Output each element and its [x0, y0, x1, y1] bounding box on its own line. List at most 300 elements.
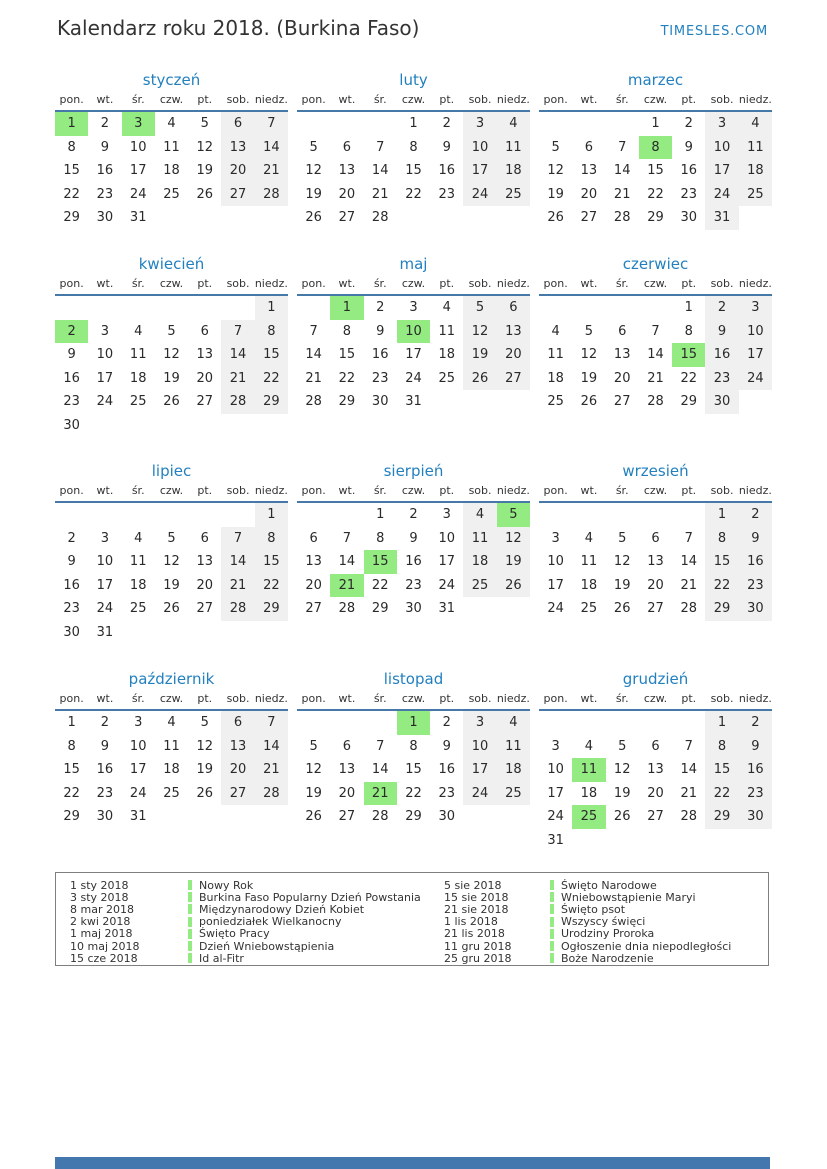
empty-cell [572, 112, 605, 136]
legend-item [430, 928, 760, 940]
day-cell: 16 [680, 163, 698, 178]
day-cell: 20 [497, 343, 530, 367]
weekday-header [539, 276, 772, 296]
day-cell: 19 [613, 577, 631, 593]
day-cell: 11 [547, 347, 564, 362]
day-cell: 22 [255, 367, 288, 391]
day-cell: 11 [129, 554, 147, 569]
day-cell: 27 [580, 210, 598, 225]
empty-cell [155, 503, 188, 527]
day-cell: 22 [63, 785, 80, 801]
day-cell: 20 [647, 785, 664, 801]
empty-cell [497, 805, 530, 829]
empty-cell [330, 503, 363, 527]
day-cell: 4 [134, 323, 143, 339]
empty-cell [122, 414, 155, 438]
legend-item [430, 916, 760, 928]
legend-column [430, 879, 760, 965]
day-cell: 29 [338, 394, 356, 409]
empty-cell [606, 503, 639, 527]
weekday-label: śr. [131, 692, 145, 705]
weekday-label: pon. [543, 277, 568, 290]
day-cell: 3 [122, 112, 155, 136]
empty-cell [122, 503, 155, 527]
week-row [297, 390, 530, 414]
day-cell: 23 [405, 577, 422, 593]
weekday-label: pt. [197, 277, 213, 290]
weekday-label: śr. [615, 692, 629, 705]
day-cell: 1 [684, 300, 693, 315]
day-cell: 8 [67, 738, 76, 754]
day-cell: 5 [497, 503, 530, 527]
day-cell: 12 [163, 347, 180, 362]
weekday-label: sob. [226, 692, 250, 705]
day-cell: 1 [330, 296, 363, 320]
day-cell: 23 [438, 785, 456, 801]
week-row [539, 159, 772, 183]
day-cell: 4 [167, 116, 176, 131]
holiday-tick-icon [188, 917, 192, 927]
empty-cell [497, 597, 530, 621]
day-cell: 26 [196, 186, 214, 202]
weekday-header [55, 276, 288, 296]
day-cell: 4 [167, 715, 176, 730]
holiday-tick-icon [550, 953, 554, 963]
day-cell: 25 [463, 574, 496, 598]
week-row [55, 159, 288, 183]
day-cell: 15 [255, 343, 288, 367]
weekday-label: sob. [710, 93, 734, 106]
empty-cell [639, 829, 672, 853]
empty-cell [364, 711, 397, 735]
empty-cell [55, 503, 88, 527]
day-cell: 8 [705, 527, 738, 551]
day-cell: 18 [547, 370, 564, 386]
day-cell: 6 [651, 530, 660, 546]
week-row [297, 367, 530, 391]
week-row [297, 805, 530, 829]
day-cell: 25 [129, 601, 147, 616]
empty-cell [572, 296, 605, 320]
weekday-label: niedz. [496, 277, 530, 290]
weekday-label: pt. [681, 93, 697, 106]
day-cell: 6 [618, 323, 627, 339]
day-cell: 14 [371, 163, 389, 178]
empty-cell [639, 296, 672, 320]
empty-cell [739, 390, 772, 414]
holiday-tick-icon [550, 917, 554, 927]
day-cell: 26 [613, 809, 631, 824]
day-cell: 7 [342, 530, 352, 546]
holiday-tick-icon [188, 953, 192, 963]
legend-item [430, 879, 760, 891]
day-cell: 13 [305, 554, 322, 569]
day-cell: 23 [96, 785, 114, 801]
weekday-header [55, 92, 288, 112]
legend-date: 1 maj 2018 [70, 927, 133, 941]
day-cell: 14 [613, 163, 631, 178]
day-cell: 25 [438, 370, 456, 386]
empty-cell [397, 206, 430, 230]
weekday-label: wt. [580, 692, 598, 705]
day-cell: 1 [255, 503, 288, 527]
day-cell: 11 [463, 527, 496, 551]
week-row [55, 320, 288, 344]
day-cell: 22 [405, 186, 422, 202]
legend-item [430, 891, 760, 903]
day-cell: 26 [196, 785, 214, 801]
weekday-label: wt. [96, 692, 114, 705]
empty-cell [739, 829, 772, 853]
day-cell: 2 [409, 507, 418, 522]
day-cell: 14 [221, 550, 254, 574]
week-row [297, 206, 530, 230]
weekday-label: czw. [159, 277, 184, 290]
day-cell: 7 [309, 323, 318, 339]
day-cell: 7 [618, 139, 627, 155]
holiday-tick-icon [550, 929, 554, 939]
day-cell: 2 [739, 711, 772, 735]
day-cell: 1 [409, 116, 418, 131]
month-listopad [297, 667, 530, 829]
day-cell: 17 [96, 370, 114, 386]
day-cell: 1 [705, 711, 738, 735]
weekday-label: czw. [401, 93, 426, 106]
empty-cell [572, 503, 605, 527]
day-cell: 26 [547, 210, 564, 225]
day-cell: 9 [705, 320, 738, 344]
weekday-label: czw. [159, 93, 184, 106]
day-cell: 20 [613, 370, 631, 386]
empty-cell [122, 621, 155, 645]
day-cell: 16 [438, 762, 456, 777]
weekday-label: czw. [159, 692, 184, 705]
empty-cell [430, 206, 463, 230]
weekday-label: śr. [615, 93, 629, 106]
week-row [55, 805, 288, 829]
day-cell: 25 [497, 782, 530, 806]
day-cell: 13 [580, 163, 598, 178]
day-cell: 11 [739, 136, 772, 160]
legend-item [430, 940, 760, 952]
empty-cell [539, 296, 572, 320]
weekday-label: pt. [439, 277, 455, 290]
day-cell: 30 [96, 809, 114, 824]
day-cell: 25 [129, 394, 147, 409]
weekday-header [539, 691, 772, 711]
day-cell: 22 [705, 782, 738, 806]
week-row [297, 296, 530, 320]
day-cell: 5 [309, 139, 318, 155]
day-cell: 24 [547, 809, 564, 824]
legend-date: 8 mar 2018 [70, 902, 134, 916]
day-cell: 1 [397, 711, 430, 735]
legend-holiday-name: Międzynarodowy Dzień Kobiet [199, 902, 365, 916]
day-cell: 21 [371, 186, 389, 202]
day-cell: 26 [163, 394, 180, 409]
day-cell: 2 [684, 116, 693, 131]
day-cell: 10 [96, 554, 114, 569]
empty-cell [188, 805, 221, 829]
empty-cell [330, 112, 363, 136]
weekday-label: niedz. [496, 692, 530, 705]
day-cell: 18 [163, 163, 180, 178]
day-cell: 22 [705, 574, 738, 598]
week-row [539, 183, 772, 207]
day-cell: 23 [680, 186, 698, 202]
weekday-label: czw. [401, 484, 426, 497]
day-cell: 24 [405, 370, 422, 386]
holiday-tick-icon [188, 941, 192, 951]
day-cell: 15 [672, 343, 705, 367]
weekday-label: pt. [439, 93, 455, 106]
day-cell: 21 [221, 574, 254, 598]
day-cell: 11 [163, 738, 180, 754]
legend-holiday-name: Urodziny Proroka [561, 927, 655, 941]
day-cell: 19 [463, 343, 496, 367]
empty-cell [572, 829, 605, 853]
weekday-label: śr. [373, 484, 387, 497]
day-cell: 9 [739, 735, 772, 759]
weekday-label: niedz. [254, 93, 288, 106]
empty-cell [88, 296, 121, 320]
week-row [539, 758, 772, 782]
weekday-label: niedz. [738, 277, 772, 290]
day-cell: 8 [409, 139, 418, 155]
empty-cell [672, 711, 705, 735]
empty-cell [572, 711, 605, 735]
week-row [539, 206, 772, 230]
day-cell: 14 [647, 347, 664, 362]
day-cell: 9 [100, 139, 110, 155]
day-cell: 30 [371, 394, 389, 409]
legend-date: 21 sie 2018 [444, 902, 509, 916]
weekday-label: sob. [468, 692, 492, 705]
legend-holiday-name: Burkina Faso Popularny Dzień Powstania [199, 890, 421, 904]
weekday-label: sob. [710, 484, 734, 497]
week-row [539, 711, 772, 735]
month-title: maj [399, 255, 428, 273]
week-row [539, 805, 772, 829]
day-cell: 23 [739, 782, 772, 806]
footer-bar [55, 1157, 770, 1169]
weekday-label: sob. [710, 692, 734, 705]
weekday-label: śr. [373, 277, 387, 290]
day-cell: 1 [55, 112, 88, 136]
day-cell: 2 [442, 116, 451, 131]
day-cell: 28 [221, 390, 254, 414]
week-row [55, 503, 288, 527]
day-cell: 13 [196, 347, 214, 362]
day-cell: 15 [705, 550, 738, 574]
day-cell: 5 [309, 738, 318, 754]
day-cell: 13 [613, 347, 631, 362]
day-cell: 6 [200, 323, 209, 339]
day-cell: 29 [405, 809, 422, 824]
week-row [539, 527, 772, 551]
month-czerwiec [539, 252, 772, 414]
week-row [55, 621, 288, 645]
day-cell: 22 [338, 370, 356, 386]
weekday-label: czw. [159, 484, 184, 497]
day-cell: 12 [497, 527, 530, 551]
day-cell: 7 [255, 112, 288, 136]
day-cell: 8 [409, 738, 418, 754]
day-cell: 13 [196, 554, 214, 569]
weekday-label: pt. [197, 484, 213, 497]
day-cell: 29 [255, 597, 288, 621]
weekday-label: pon. [301, 277, 326, 290]
day-cell: 5 [618, 530, 627, 546]
legend-holiday-name: Id al-Fitr [199, 951, 244, 965]
day-cell: 5 [584, 323, 594, 339]
day-cell: 19 [163, 577, 180, 593]
day-cell: 10 [463, 735, 496, 759]
day-cell: 28 [371, 210, 389, 225]
day-cell: 5 [167, 530, 176, 546]
day-cell: 31 [438, 601, 456, 616]
legend-date: 10 maj 2018 [70, 939, 140, 953]
day-cell: 29 [705, 805, 738, 829]
week-row [539, 503, 772, 527]
day-cell: 28 [305, 394, 322, 409]
day-cell: 29 [371, 601, 389, 616]
empty-cell [672, 829, 705, 853]
day-cell: 30 [739, 805, 772, 829]
day-cell: 7 [651, 323, 660, 339]
day-cell: 3 [134, 715, 143, 730]
weekday-header [55, 483, 288, 503]
month-title: marzec [627, 71, 684, 89]
day-cell: 30 [705, 390, 738, 414]
day-cell: 6 [221, 112, 254, 136]
day-cell: 19 [613, 785, 631, 801]
legend-item [56, 940, 430, 952]
weekday-label: pon. [59, 277, 84, 290]
month-styczeń [55, 68, 288, 230]
week-row [55, 206, 288, 230]
empty-cell [55, 296, 88, 320]
day-cell: 18 [163, 762, 180, 777]
weekday-label: pon. [301, 692, 326, 705]
legend-item [430, 952, 760, 964]
day-cell: 25 [547, 394, 564, 409]
day-cell: 22 [680, 370, 698, 386]
day-cell: 16 [405, 554, 422, 569]
day-cell: 12 [547, 163, 564, 178]
empty-cell [221, 621, 254, 645]
day-cell: 23 [739, 574, 772, 598]
day-cell: 27 [613, 394, 631, 409]
day-cell: 4 [463, 503, 496, 527]
day-cell: 16 [63, 370, 80, 386]
weekday-label: pon. [301, 93, 326, 106]
day-cell: 25 [739, 183, 772, 207]
day-cell: 9 [409, 530, 418, 546]
day-cell: 27 [305, 601, 322, 616]
month-lipiec [55, 459, 288, 644]
legend-holiday-name: Wszyscy święci [561, 915, 646, 929]
weekday-label: pon. [59, 484, 84, 497]
day-cell: 7 [221, 527, 254, 551]
day-cell: 18 [580, 785, 598, 801]
day-cell: 29 [647, 210, 664, 225]
day-cell: 10 [547, 762, 564, 777]
weekday-label: pt. [197, 692, 213, 705]
week-row [539, 735, 772, 759]
week-row [539, 112, 772, 136]
day-cell: 18 [739, 159, 772, 183]
day-cell: 28 [221, 597, 254, 621]
month-maj [297, 252, 530, 414]
weekday-label: sob. [468, 277, 492, 290]
empty-cell [539, 112, 572, 136]
day-cell: 13 [647, 554, 664, 569]
month-title: wrzesień [622, 462, 689, 480]
day-cell: 3 [463, 112, 496, 136]
day-cell: 6 [584, 139, 594, 155]
weekday-label: pt. [439, 692, 455, 705]
week-row [297, 343, 530, 367]
weekday-label: pon. [59, 692, 84, 705]
month-title: kwiecień [138, 255, 205, 273]
day-cell: 5 [463, 296, 496, 320]
day-cell: 20 [647, 577, 664, 593]
empty-cell [221, 206, 254, 230]
site-link[interactable]: TIMESLES.COM [660, 24, 768, 39]
weekday-label: sob. [710, 277, 734, 290]
weekday-label: niedz. [496, 93, 530, 106]
empty-cell [88, 503, 121, 527]
day-cell: 4 [134, 530, 143, 546]
empty-cell [606, 829, 639, 853]
day-cell: 25 [163, 186, 180, 202]
empty-cell [606, 296, 639, 320]
day-cell: 30 [63, 624, 80, 640]
weekday-label: niedz. [254, 277, 288, 290]
day-cell: 27 [497, 367, 530, 391]
empty-cell [221, 414, 254, 438]
day-cell: 10 [397, 320, 430, 344]
day-cell: 3 [739, 296, 772, 320]
weekday-label: pon. [543, 93, 568, 106]
month-marzec [539, 68, 772, 230]
week-row [539, 296, 772, 320]
day-cell: 1 [376, 507, 385, 522]
empty-cell [364, 112, 397, 136]
weekday-label: niedz. [254, 692, 288, 705]
day-cell: 9 [67, 347, 76, 362]
month-title: październik [128, 670, 215, 688]
day-cell: 10 [438, 530, 456, 546]
day-cell: 19 [497, 550, 530, 574]
day-cell: 15 [63, 762, 80, 777]
day-cell: 8 [67, 139, 76, 155]
day-cell: 4 [442, 300, 451, 315]
week-row [539, 550, 772, 574]
day-cell: 3 [705, 112, 738, 136]
day-cell: 11 [497, 136, 530, 160]
day-cell: 12 [305, 762, 322, 777]
day-cell: 12 [463, 320, 496, 344]
day-cell: 15 [255, 550, 288, 574]
day-cell: 14 [338, 554, 356, 569]
day-cell: 19 [305, 785, 322, 801]
day-cell: 24 [129, 186, 147, 202]
day-cell: 25 [580, 601, 598, 616]
empty-cell [497, 206, 530, 230]
weekday-label: śr. [131, 484, 145, 497]
